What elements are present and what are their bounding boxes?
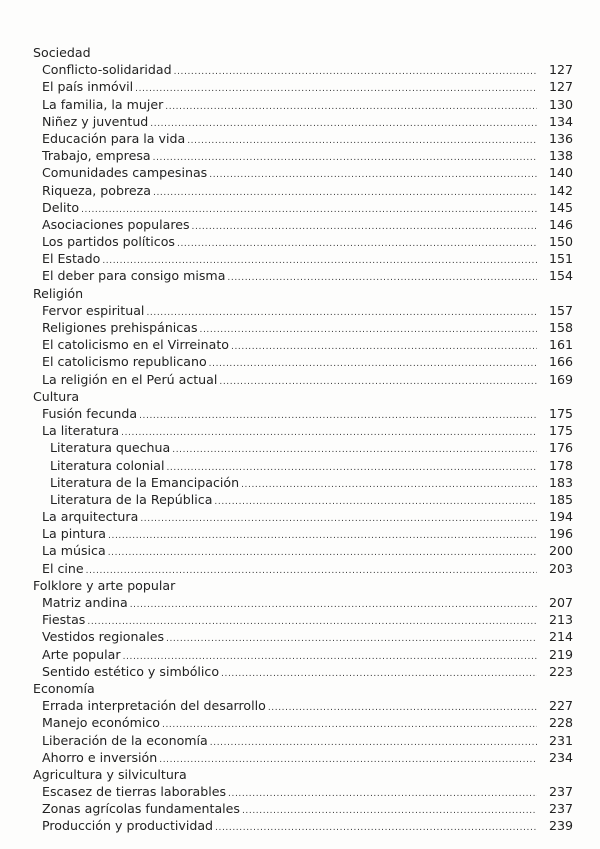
dot-leader [214,494,537,511]
toc-entry [33,542,573,559]
dot-leader [209,167,537,184]
toc-entry [33,216,573,233]
page-number: 196 [548,526,573,542]
entry-title: Educación para la vida [42,130,186,146]
entry-title: Conflicto-solidaridad [42,62,172,78]
page-number: 203 [548,560,573,576]
toc-entry [33,611,573,628]
entry-title: Errada interpretación del desarrollo [42,698,266,714]
dot-leader [241,477,537,494]
page-number: 130 [548,96,573,112]
toc-entry [33,199,573,216]
dot-leader [209,356,537,373]
page-number: 127 [548,62,573,78]
toc-entry [33,646,573,663]
page-number: 183 [548,474,573,490]
dot-leader [200,322,537,339]
entry-title: Escasez de tierras laborables [42,784,227,800]
page-number: 214 [548,629,573,645]
page-number: 185 [548,491,573,507]
entry-title: Fusión fecunda [42,405,138,421]
page-number: 227 [548,698,573,714]
dot-leader [166,631,537,648]
dot-leader [146,305,537,322]
page-number: 151 [548,251,573,267]
toc-entry [33,182,573,199]
toc-entry [33,61,573,78]
dot-leader [108,528,537,545]
page-number: 213 [548,612,573,628]
entry-title: Fiestas [42,612,86,628]
toc-entry [33,302,573,319]
page-number: 207 [548,595,573,610]
dot-leader [108,545,537,562]
page-number: 134 [548,113,573,129]
toc-entry [33,78,573,95]
table-of-contents [33,44,573,835]
page-number: 158 [548,320,573,335]
entry-title: Religiones prehispánicas [42,320,198,335]
page-number: 127 [548,79,573,95]
page-number: 175 [548,405,573,421]
dot-leader [187,133,537,150]
toc-entry [33,405,573,422]
toc-entry [33,422,573,439]
entry-title: Sentido estético y simbólico [42,663,220,679]
section-heading: Cultura [33,388,80,404]
toc-subentry [33,474,573,491]
entry-title: Arte popular [42,646,121,662]
page-number: 175 [548,423,573,439]
entry-title: Riqueza, pobreza [42,182,151,198]
page-number: 169 [548,371,573,387]
entry-title: El catolicismo republicano [42,354,207,370]
page-number: 231 [548,732,573,748]
dot-leader [165,99,537,116]
dot-leader [135,81,537,98]
dot-leader [219,374,537,391]
dot-leader [172,442,537,459]
section-heading: Economía [33,680,95,696]
page-number: 166 [548,354,573,370]
toc-entry [33,697,573,714]
dot-leader [174,64,537,81]
page-number: 161 [548,337,573,353]
toc-entry [33,147,573,164]
dot-leader [162,717,537,734]
page-number: 138 [548,148,573,164]
toc-entry [33,594,573,611]
dot-leader [159,752,537,769]
page-number: 150 [548,234,573,250]
page-number: 146 [548,216,573,232]
toc-entry [33,353,573,370]
toc-entry [33,714,573,731]
entry-title: Los partidos políticos [42,234,175,250]
page-number: 178 [548,457,573,473]
entry-title: Asociaciones populares [42,216,190,232]
toc-entry [33,233,573,250]
entry-title: El catolicismo en el Virreinato [42,337,229,353]
dot-leader [192,219,537,236]
toc-entry [33,508,573,525]
entry-title: Matriz andina [42,595,128,610]
toc-entry [33,96,573,113]
entry-title: Delito [42,199,80,215]
entry-title: La música [42,543,106,559]
dot-leader [177,236,537,253]
toc-subentry [33,439,573,456]
entry-title: Liberación de la economía [42,732,208,748]
entry-title: La literatura [42,423,120,439]
entry-title: Vestidos regionales [42,629,165,645]
toc-entry [33,525,573,542]
entry-title: Comunidades campesinas [42,165,208,181]
toc-subentry [33,457,573,474]
page-number: 142 [548,182,573,198]
entry-title: Niñez y juventud [42,113,149,129]
dot-leader [153,185,537,202]
entry-title: Literatura colonial [50,457,165,473]
toc-entry [33,663,573,680]
entry-title: Trabajo, empresa [42,148,151,164]
toc-entry [33,732,573,749]
dot-leader [130,597,537,614]
entry-title: El cine [42,560,84,576]
dot-leader [210,735,537,752]
dot-leader [228,786,537,803]
page-number: 157 [548,302,573,318]
entry-title: Literatura quechua [50,440,171,456]
entry-title: La religión en el Perú actual [42,371,218,387]
toc-entry [33,800,573,817]
page-number: 200 [548,543,573,559]
entry-title: La familia, la mujer [42,96,164,112]
page-number: 145 [548,199,573,215]
toc-entry [33,250,573,267]
page-number: 194 [548,509,573,525]
dot-leader [139,408,537,425]
toc-entry [33,164,573,181]
dot-leader [242,803,537,820]
toc-entry [33,130,573,147]
entry-title: Literatura de la República [50,491,213,507]
toc-entry [33,113,573,130]
dot-leader [215,820,537,837]
entry-title: El Estado [42,251,101,267]
toc-entry [33,783,573,800]
toc-entry [33,628,573,645]
dot-leader [140,511,537,528]
dot-leader [227,270,537,287]
entry-title: La arquitectura [42,509,139,525]
toc-entry [33,749,573,766]
entry-title: El país inmóvil [42,79,134,95]
dot-leader [221,666,537,683]
entry-title: Fervor espiritual [42,302,145,318]
toc-entry [33,267,573,284]
page-number: 228 [548,715,573,731]
toc-entry [33,817,573,834]
entry-title: El deber para consigo misma [42,268,226,284]
page-number: 154 [548,268,573,284]
dot-leader [121,425,537,442]
page-number: 234 [548,749,573,765]
section-heading: Agricultura y silvicultura [33,766,187,782]
entry-title: Ahorro e inversión [42,749,158,765]
page-number: 223 [548,663,573,679]
entry-title: Literatura de la Emancipación [50,474,240,490]
toc-entry [33,371,573,388]
section-heading: Folklore y arte popular [33,577,176,593]
entry-title: Zonas agrícolas fundamentales [42,801,240,817]
toc-subentry [33,491,573,508]
section-heading: Sociedad [33,45,91,60]
page-number: 237 [548,784,573,800]
dot-leader [153,150,537,167]
toc-entry [33,560,573,577]
page-number: 239 [548,818,573,834]
dot-leader [268,700,537,717]
entry-title: La pintura [42,526,107,542]
page-number: 237 [548,801,573,817]
page-number: 176 [548,440,573,456]
page-number: 219 [548,646,573,662]
dot-leader [150,116,537,133]
entry-title: Producción y productividad [42,818,214,834]
toc-entry [33,319,573,336]
section-heading: Religión [33,285,84,301]
dot-leader [231,339,537,356]
page-number: 136 [548,130,573,146]
entry-title: Manejo económico [42,715,160,731]
page-number: 140 [548,165,573,181]
toc-entry [33,336,573,353]
